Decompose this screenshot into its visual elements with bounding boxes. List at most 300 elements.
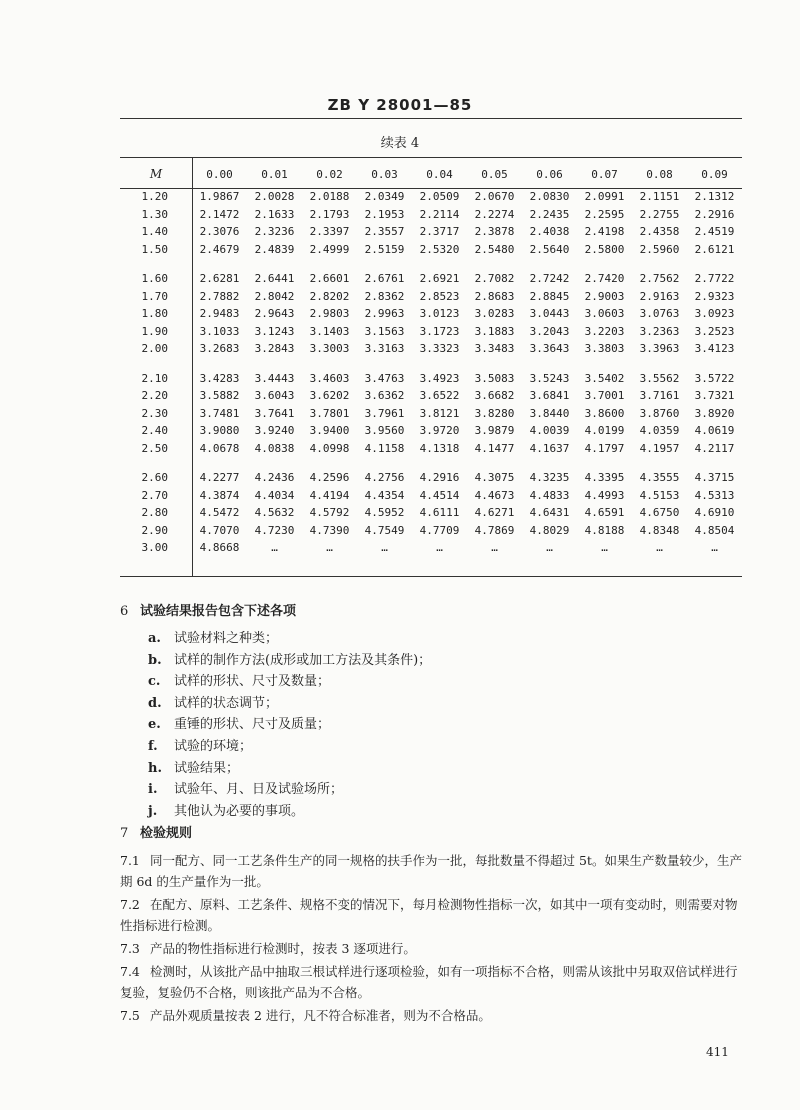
table-cell: 4.1477: [474, 441, 515, 455]
report-item-list: [148, 628, 431, 822]
table-cell: 3.2523: [694, 324, 735, 338]
table-cell: 4.6910: [694, 506, 735, 520]
clause-text: 产品外观质量按表 2 进行，凡不符合标准者，则为不合格品。: [150, 1008, 491, 1023]
table-row: [120, 241, 742, 259]
table-cell: 2.9483: [199, 307, 240, 321]
table-cell: 2.1793: [309, 207, 350, 221]
table-cell: 3.7481: [199, 406, 240, 420]
table-cell: 2.4198: [584, 225, 625, 239]
table-cell: 3.9080: [199, 424, 240, 438]
table-cell: 2.6921: [419, 272, 460, 286]
row-m-value: 3.00: [141, 541, 168, 555]
table-cell: 2.5640: [529, 242, 570, 256]
clause-number: 7.1: [120, 853, 140, 868]
table-cell: 4.5792: [309, 506, 350, 520]
table-row: [120, 387, 742, 405]
clause-text: 同一配方、同一工艺条件生产的同一规格的扶手作为一批，每批数量不得超过 5t。如果生产数量较少，生产期 6d 的生产量作为一批。: [120, 853, 742, 889]
table-cell: 3.8280: [474, 406, 515, 420]
table-cell: 4.0359: [639, 424, 680, 438]
row-m-value: 2.00: [141, 342, 168, 356]
table-cell: 2.4679: [199, 242, 240, 256]
table-cell: 4.2436: [254, 471, 295, 485]
table-cell: 3.8600: [584, 406, 625, 420]
table-row: [120, 422, 742, 440]
column-header: 0.02: [316, 167, 343, 181]
table-cell: 4.1318: [419, 441, 460, 455]
table-cell: 4.0838: [254, 441, 295, 455]
table-cell: 4.0039: [529, 424, 570, 438]
table-cell: 4.1158: [364, 441, 405, 455]
table-cell: 2.0188: [309, 190, 350, 204]
item-text: 试验的环境；: [174, 738, 253, 754]
table-cell: 2.6441: [254, 272, 295, 286]
table-cell: 1.9867: [199, 190, 240, 204]
table-row: [120, 188, 742, 206]
table-cell: 3.4923: [419, 371, 460, 385]
row-m-value: 1.50: [141, 242, 168, 256]
table-row: [120, 206, 742, 224]
column-header-m: M: [149, 167, 163, 181]
table-cell: 4.4034: [254, 488, 295, 502]
table-cell: 3.5882: [199, 389, 240, 403]
report-item: [148, 693, 431, 715]
table-cell: 3.1563: [364, 324, 405, 338]
table-cell: 3.5562: [639, 371, 680, 385]
column-header: 0.06: [536, 167, 563, 181]
table-cell: 3.7161: [639, 389, 680, 403]
table-cell: 2.8845: [529, 289, 570, 303]
item-label: j.: [148, 803, 158, 819]
table-cell: 3.6043: [254, 389, 295, 403]
table-cell: 2.4358: [639, 225, 680, 239]
table-cell: 3.4283: [199, 371, 240, 385]
table-cell: 2.9803: [309, 307, 350, 321]
table-cell: 2.8042: [254, 289, 295, 303]
table-cell: 3.8920: [694, 406, 735, 420]
table-cell: 2.3717: [419, 225, 460, 239]
table-cell: 3.9720: [419, 424, 460, 438]
inspection-clauses: [120, 850, 742, 1028]
section-number: 7: [120, 826, 129, 841]
table-cell: …: [326, 541, 333, 555]
table-cell: 2.2114: [419, 207, 460, 221]
table-cell: 2.9003: [584, 289, 625, 303]
table-cell: 4.0678: [199, 441, 240, 455]
table-cell: 3.3803: [584, 342, 625, 356]
table-cell: 2.9323: [694, 289, 735, 303]
item-label: h.: [148, 760, 162, 776]
table-cell: 2.4519: [694, 225, 735, 239]
table-row: [120, 305, 742, 323]
table-row: [120, 405, 742, 423]
table-cell: 2.5800: [584, 242, 625, 256]
table-cell: 2.7242: [529, 272, 570, 286]
table-cell: …: [271, 541, 278, 555]
table-cell: 2.7562: [639, 272, 680, 286]
table-cell: 4.8029: [529, 523, 570, 537]
table-cell: …: [381, 541, 388, 555]
item-text: 试样的状态调节；: [174, 695, 279, 711]
table-cell: 4.6431: [529, 506, 570, 520]
table-cell: 2.3397: [309, 225, 350, 239]
report-item: [148, 779, 431, 801]
table-cell: 3.7641: [254, 406, 295, 420]
table-cell: 3.6522: [419, 389, 460, 403]
section-7-heading: [120, 822, 192, 841]
group-spacer: [120, 258, 742, 270]
table-cell: 2.8362: [364, 289, 405, 303]
row-m-value: 1.90: [141, 324, 168, 338]
report-item: [148, 628, 431, 650]
table-cell: 3.0443: [529, 307, 570, 321]
table-cell: 4.7070: [199, 523, 240, 537]
row-m-value: 2.50: [141, 441, 168, 455]
table-cell: 3.1723: [419, 324, 460, 338]
table-cell: 3.3643: [529, 342, 570, 356]
section-6-heading: [120, 600, 296, 619]
clause: [120, 938, 742, 959]
table-cell: 2.5480: [474, 242, 515, 256]
table-row: [120, 270, 742, 288]
table-cell: 2.8523: [419, 289, 460, 303]
table-cell: 3.0603: [584, 307, 625, 321]
clause-text: 在配方、原料、工艺条件、规格不变的情况下，每月检测物性指标一次，如其中一项有变动时，则需要对物性指标进行检测。: [120, 897, 738, 933]
column-header: 0.01: [261, 167, 288, 181]
table-cell: 3.1243: [254, 324, 295, 338]
table-cell: 2.2435: [529, 207, 570, 221]
table-cell: 4.6111: [419, 506, 460, 520]
table-cell: 2.8202: [309, 289, 350, 303]
table-cell: 2.4999: [309, 242, 350, 256]
table-cell: 2.7420: [584, 272, 625, 286]
table-cell: 3.0283: [474, 307, 515, 321]
table-cell: 2.8683: [474, 289, 515, 303]
table-cell: 3.3963: [639, 342, 680, 356]
table-cell: 4.7230: [254, 523, 295, 537]
table-cell: 4.0199: [584, 424, 625, 438]
table-cell: 2.2916: [694, 207, 735, 221]
table-cell: 3.8760: [639, 406, 680, 420]
table-cell: 3.8440: [529, 406, 570, 420]
table-cell: 2.1312: [694, 190, 735, 204]
table-row: [120, 370, 742, 388]
standard-code: ZB Y 28001—85: [327, 96, 473, 114]
clause: [120, 961, 742, 1003]
table-cell: 2.5960: [639, 242, 680, 256]
column-header: 0.09: [701, 167, 728, 181]
table-bottom-rule: [120, 576, 742, 577]
page-number: 411: [706, 1045, 729, 1059]
item-text: 试验年、月、日及试验场所；: [174, 782, 344, 798]
table-cell: 4.7549: [364, 523, 405, 537]
table-cell: 4.2277: [199, 471, 240, 485]
table-cell: 4.3874: [199, 488, 240, 502]
column-header: 0.05: [481, 167, 508, 181]
table-row: [120, 504, 742, 522]
table-cell: 2.1151: [639, 190, 680, 204]
column-header: 0.04: [426, 167, 453, 181]
table-cell: 3.2363: [639, 324, 680, 338]
table-cell: 2.0509: [419, 190, 460, 204]
table-caption: 续表 4: [380, 136, 420, 151]
table-cell: 4.7709: [419, 523, 460, 537]
row-m-value: 2.10: [141, 371, 168, 385]
table-cell: 3.2043: [529, 324, 570, 338]
table-cell: 4.4514: [419, 488, 460, 502]
item-text: 试样的形状、尺寸及数量；: [174, 674, 331, 690]
table-cell: 3.4763: [364, 371, 405, 385]
item-text: 重锤的形状、尺寸及质量；: [174, 717, 331, 733]
table-cell: 2.0028: [254, 190, 295, 204]
row-m-value: 1.70: [141, 289, 168, 303]
table-cell: 4.5632: [254, 506, 295, 520]
header-rule: [120, 118, 742, 119]
table-cell: 4.4993: [584, 488, 625, 502]
row-m-value: 1.80: [141, 307, 168, 321]
row-m-value: 1.60: [141, 272, 168, 286]
table-body: [120, 188, 742, 557]
table-cell: 4.4833: [529, 488, 570, 502]
table-top-rule: [120, 157, 742, 158]
section-title: 检验规则: [140, 826, 193, 841]
table-cell: 4.0998: [309, 441, 350, 455]
table-cell: 4.4673: [474, 488, 515, 502]
table-cell: 4.2756: [364, 471, 405, 485]
table-cell: 2.4038: [529, 225, 570, 239]
table-cell: 4.2596: [309, 471, 350, 485]
table-row: [120, 539, 742, 557]
item-text: 其他认为必要的事项。: [174, 803, 305, 819]
table-row: [120, 340, 742, 358]
table-row: [120, 323, 742, 341]
clause-number: 7.4: [120, 964, 140, 979]
table-cell: 2.6761: [364, 272, 405, 286]
table-cell: 4.4354: [364, 488, 405, 502]
table-cell: 4.7390: [309, 523, 350, 537]
table-cell: 4.6750: [639, 506, 680, 520]
clause-text: 检测时，从该批产品中抽取三根试样进行逐项检验，如有一项指标不合格，则需从该批中另取双倍试样进行复验，复验仍不合格，则该批产品为不合格。: [120, 964, 738, 1000]
table-cell: 3.0923: [694, 307, 735, 321]
group-spacer: [120, 358, 742, 370]
table-cell: 2.3878: [474, 225, 515, 239]
table-cell: …: [436, 541, 443, 555]
table-cell: 3.2203: [584, 324, 625, 338]
table-cell: 2.6121: [694, 242, 735, 256]
table-cell: 3.5083: [474, 371, 515, 385]
table-cell: 3.6841: [529, 389, 570, 403]
report-item: [148, 671, 431, 693]
table-cell: 3.6362: [364, 389, 405, 403]
table-cell: 2.7082: [474, 272, 515, 286]
clause-number: 7.3: [120, 941, 140, 956]
clause-text: 产品的物性指标进行检测时，按表 3 逐项进行。: [150, 941, 416, 956]
table-cell: 2.6281: [199, 272, 240, 286]
column-header: 0.00: [206, 167, 233, 181]
item-label: c.: [148, 674, 161, 690]
table-cell: 3.1033: [199, 324, 240, 338]
table-row: [120, 288, 742, 306]
report-item: [148, 650, 431, 672]
table-cell: …: [546, 541, 553, 555]
clause-number: 7.5: [120, 1008, 140, 1023]
report-item: [148, 801, 431, 823]
table-cell: 2.4839: [254, 242, 295, 256]
data-table: [120, 160, 742, 557]
table-cell: 2.1472: [199, 207, 240, 221]
table-cell: 2.7882: [199, 289, 240, 303]
row-m-value: 2.70: [141, 488, 168, 502]
table-cell: 3.8121: [419, 406, 460, 420]
table-cell: 2.9963: [364, 307, 405, 321]
item-text: 试验材料之种类；: [174, 631, 279, 646]
table-cell: 3.1403: [309, 324, 350, 338]
row-m-value: 2.80: [141, 506, 168, 520]
table-cell: 2.2755: [639, 207, 680, 221]
table-cell: 3.4443: [254, 371, 295, 385]
column-header: 0.08: [646, 167, 673, 181]
table-cell: 4.6591: [584, 506, 625, 520]
table-cell: 4.2916: [419, 471, 460, 485]
table-row: [120, 522, 742, 540]
section-number: 6: [120, 604, 129, 619]
table-cell: 3.5722: [694, 371, 735, 385]
table-cell: 2.0670: [474, 190, 515, 204]
table-cell: 2.3236: [254, 225, 295, 239]
table-cell: 4.3715: [694, 471, 735, 485]
table-cell: 4.7869: [474, 523, 515, 537]
item-label: e.: [148, 717, 161, 733]
table-cell: 4.0619: [694, 424, 735, 438]
table-cell: 4.8348: [639, 523, 680, 537]
table-cell: 3.6682: [474, 389, 515, 403]
table-cell: 4.2117: [694, 441, 735, 455]
column-header: 0.07: [591, 167, 618, 181]
table-cell: 3.3483: [474, 342, 515, 356]
clause-number: 7.2: [120, 897, 140, 912]
table-cell: 3.9879: [474, 424, 515, 438]
table-cell: 3.9560: [364, 424, 405, 438]
table-cell: 3.7961: [364, 406, 405, 420]
report-item: [148, 736, 431, 758]
row-m-value: 1.30: [141, 207, 168, 221]
table-row: [120, 469, 742, 487]
table-cell: 4.6271: [474, 506, 515, 520]
table-cell: 3.9240: [254, 424, 295, 438]
table-cell: 4.4194: [309, 488, 350, 502]
table-cell: 3.2843: [254, 342, 295, 356]
item-label: f.: [148, 738, 158, 754]
table-cell: 3.6202: [309, 389, 350, 403]
table-cell: 3.2683: [199, 342, 240, 356]
table-header-row: [120, 160, 742, 188]
table-cell: 4.5313: [694, 488, 735, 502]
table-cell: 3.4603: [309, 371, 350, 385]
clause: [120, 1005, 742, 1026]
table-cell: 4.5952: [364, 506, 405, 520]
table-cell: 2.0991: [584, 190, 625, 204]
table-cell: 4.5153: [639, 488, 680, 502]
table-cell: 3.7801: [309, 406, 350, 420]
table-cell: 4.1637: [529, 441, 570, 455]
table-cell: 4.8668: [199, 541, 240, 555]
clause: [120, 894, 742, 936]
table-cell: 2.3076: [199, 225, 240, 239]
table-cell: 3.4123: [694, 342, 735, 356]
table-cell: 3.3003: [309, 342, 350, 356]
table-cell: 3.9400: [309, 424, 350, 438]
report-item: [148, 758, 431, 780]
table-cell: 2.1633: [254, 207, 295, 221]
item-label: a.: [148, 631, 161, 646]
table-cell: …: [601, 541, 608, 555]
section-title: 试验结果报告包含下述各项: [140, 604, 297, 619]
table-cell: 2.7722: [694, 272, 735, 286]
table-cell: 3.0123: [419, 307, 460, 321]
table-cell: 2.2595: [584, 207, 625, 221]
table-cell: 3.1883: [474, 324, 515, 338]
report-item: [148, 714, 431, 736]
row-m-value: 1.40: [141, 225, 168, 239]
table-cell: 3.5243: [529, 371, 570, 385]
table-row: [120, 440, 742, 458]
table-cell: 2.6601: [309, 272, 350, 286]
table-cell: 4.5472: [199, 506, 240, 520]
table-cell: 2.1953: [364, 207, 405, 221]
table-cell: 2.3557: [364, 225, 405, 239]
column-header: 0.03: [371, 167, 398, 181]
item-text: 试样的制作方法(成形或加工方法及其条件)；: [174, 652, 432, 668]
row-m-value: 1.20: [141, 190, 168, 204]
table-cell: 2.0349: [364, 190, 405, 204]
table-row: [120, 487, 742, 505]
item-text: 试验结果；: [174, 760, 240, 776]
table-cell: 3.3323: [419, 342, 460, 356]
table-cell: 3.3163: [364, 342, 405, 356]
table-cell: …: [491, 541, 498, 555]
table-cell: …: [656, 541, 663, 555]
clause: [120, 850, 742, 892]
table-cell: 4.1797: [584, 441, 625, 455]
item-label: i.: [148, 782, 158, 798]
table-cell: 2.2274: [474, 207, 515, 221]
table-cell: 4.8504: [694, 523, 735, 537]
row-m-value: 2.20: [141, 389, 168, 403]
table-cell: 2.5159: [364, 242, 405, 256]
table-cell: 2.9163: [639, 289, 680, 303]
item-label: d.: [148, 695, 162, 711]
table-cell: 4.8188: [584, 523, 625, 537]
table-cell: 2.5320: [419, 242, 460, 256]
table-cell: 2.0830: [529, 190, 570, 204]
group-spacer: [120, 457, 742, 469]
table-cell: 3.0763: [639, 307, 680, 321]
row-m-value: 2.40: [141, 424, 168, 438]
row-m-value: 2.60: [141, 471, 168, 485]
table-cell: 3.7001: [584, 389, 625, 403]
table-cell: …: [711, 541, 718, 555]
row-m-value: 2.30: [141, 406, 168, 420]
table-cell: 3.5402: [584, 371, 625, 385]
table-cell: 2.9643: [254, 307, 295, 321]
table-cell: 4.3075: [474, 471, 515, 485]
table-cell: 3.7321: [694, 389, 735, 403]
table-cell: 4.1957: [639, 441, 680, 455]
table-cell: 4.3555: [639, 471, 680, 485]
table-cell: 4.3395: [584, 471, 625, 485]
item-label: b.: [148, 652, 162, 668]
table-cell: 4.3235: [529, 471, 570, 485]
table-row: [120, 223, 742, 241]
